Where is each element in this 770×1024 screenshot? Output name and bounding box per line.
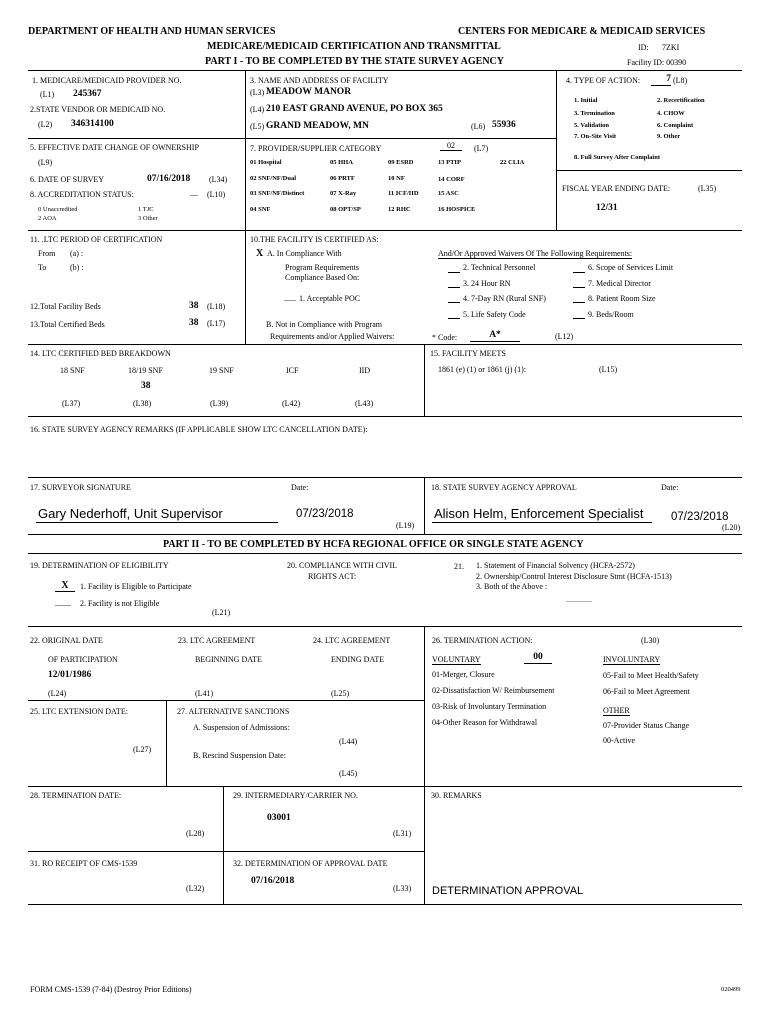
voluntary-reason: 02-Dissatisfaction W/ Reimbursement	[432, 686, 555, 695]
not-compliance-label: B. Not in Compliance with Program	[266, 320, 382, 329]
rule	[28, 553, 742, 554]
code-value: A*	[470, 331, 520, 342]
l25-code: (L25)	[331, 689, 350, 698]
part1-title: PART I - TO BE COMPLETED BY THE STATE SURVEY AGENCY	[205, 56, 504, 67]
involuntary-label: INVOLUNTARY	[603, 655, 661, 664]
rule	[245, 70, 246, 230]
category-item: 11 ICF/IID	[388, 190, 419, 197]
type-of-action-label: 4. TYPE OF ACTION:	[566, 76, 641, 85]
rule	[424, 344, 425, 416]
surveyor-signature-label: 17. SURVEYOR SIGNATURE	[30, 483, 131, 492]
other-label: OTHER	[603, 706, 630, 715]
total-certified-beds-label: 13.Total Certified Beds	[30, 320, 105, 329]
waiver-item: 3. 24 Hour RN	[463, 279, 511, 288]
action-option: 9. Other	[657, 133, 681, 140]
l8-code: (L8)	[673, 76, 688, 85]
bed-col: 18/19 SNF	[128, 366, 163, 375]
item21-opt: 2. Ownership/Control Interest Disclosure Stmt (HCFA-1513)	[476, 572, 672, 581]
civil-rights-label: 20. COMPLIANCE WITH CIVIL	[287, 561, 398, 570]
bed-code: (L37)	[62, 399, 81, 408]
waiver-item: 4. 7-Day RN (Rural SNF)	[463, 294, 546, 303]
provider-no-value: 245367	[73, 89, 102, 99]
to-b: (b) :	[70, 263, 84, 272]
fiscal-year-value: 12/31	[596, 203, 618, 213]
category-item: 07 X-Ray	[330, 190, 357, 197]
l32-code: (L32)	[186, 884, 205, 893]
applied-waivers-label: Requirements and/or Applied Waivers:	[270, 332, 395, 341]
rule	[28, 786, 742, 787]
fiscal-year-label: FISCAL YEAR ENDING DATE:	[562, 184, 671, 193]
certified-as-label: 10.THE FACILITY IS CERTIFIED AS:	[250, 235, 379, 244]
action-option: 6. Complaint	[657, 122, 694, 129]
change-ownership-label: 5. EFFECTIVE DATE CHANGE OF OWNERSHIP	[30, 143, 199, 152]
remarks-30-value: DETERMINATION APPROVAL	[432, 885, 584, 897]
ltc-extension-label: 25. LTC EXTENSION DATE:	[30, 707, 128, 716]
signature-line	[36, 522, 278, 523]
l18-code: (L18)	[207, 302, 226, 311]
l27-code: (L27)	[133, 745, 152, 754]
category-item: 14 CORF	[438, 176, 465, 183]
eligible-label: 1. Facility is Eligible to Participate	[80, 582, 192, 591]
involuntary-reason: 06-Fail to Meet Agreement	[603, 687, 690, 696]
l12-code: (L12)	[555, 332, 574, 341]
surveyor-date: 07/23/2018	[296, 508, 354, 520]
rule	[28, 416, 742, 417]
remarks-30-label: 30. REMARKS	[431, 791, 482, 800]
termination-date-label: 28. TERMINATION DATE:	[30, 791, 122, 800]
approval-date-label: 32. DETERMINATION OF APPROVAL DATE	[233, 859, 388, 868]
rule	[28, 477, 742, 478]
form-number: FORM CMS-1539 (7-84) (Destroy Prior Editions)	[30, 985, 192, 994]
signature-line	[432, 522, 652, 523]
category-item: 22 CLIA	[500, 159, 525, 166]
facility-city-value: GRAND MEADOW, MN	[266, 121, 369, 131]
from-a: (a) :	[70, 249, 84, 258]
ltc-agreement-end-label: 24. LTC AGREEMENT	[313, 636, 391, 645]
action-option: 7. On-Site Visit	[574, 133, 617, 140]
code-label: * Code:	[432, 333, 458, 342]
date-of-survey-value: 07/16/2018	[147, 174, 191, 184]
program-req-label: Program Requirements	[285, 263, 359, 272]
waiver-blank	[573, 302, 585, 303]
category-item: 02 SNF/NF/Dual	[250, 175, 297, 182]
l41-code: (L41)	[195, 689, 214, 698]
bed-code: (L39)	[210, 399, 229, 408]
alt-sanctions-label: 27. ALTERNATIVE SANCTIONS	[177, 707, 290, 716]
surveyor-signature: Gary Nederhoff, Unit Supervisor	[38, 506, 223, 521]
rule	[424, 477, 425, 534]
form-title: MEDICARE/MEDICAID CERTIFICATION AND TRANSMITTAL	[207, 41, 501, 52]
l45-code: (L45)	[339, 769, 358, 778]
provider-category-label: 7. PROVIDER/SUPPLIER CATEGORY	[250, 144, 382, 153]
l33-code: (L33)	[393, 884, 412, 893]
state-approval-label: 18. STATE SURVEY AGENCY APPROVAL	[431, 483, 577, 492]
provider-category-value: 02	[440, 142, 462, 151]
item21-num: 21.	[454, 562, 464, 571]
waiver-blank	[448, 318, 460, 319]
category-item: 15 ASC	[438, 190, 459, 197]
from-label: From	[38, 249, 56, 258]
termination-action-label: 26. TERMINATION ACTION:	[432, 636, 533, 645]
type-of-action-value: 7	[651, 75, 671, 86]
accreditation-option: 0 Unaccredited	[38, 206, 78, 213]
action-option: 3. Termination	[574, 110, 615, 117]
facility-meets-text: 1861 (e) (1) or 1861 (j) (1):	[438, 365, 526, 374]
rule	[28, 626, 742, 627]
waiver-blank	[448, 302, 460, 303]
rule	[223, 786, 224, 904]
l7-code: (L7)	[474, 144, 489, 153]
l3-code: (L3)	[250, 88, 265, 97]
waiver-blank	[448, 287, 460, 288]
acceptable-poc-label: 1. Acceptable POC	[299, 294, 361, 303]
voluntary-reason: 04-Other Reason for Withdrawal	[432, 718, 538, 727]
l15-code: (L15)	[599, 365, 618, 374]
rule	[166, 700, 167, 786]
voluntary-value: 00	[524, 653, 552, 664]
cms-heading: CENTERS FOR MEDICARE & MEDICAID SERVICES	[458, 26, 706, 37]
rule	[424, 626, 425, 786]
participation-label: OF PARTICIPATION	[48, 655, 118, 664]
bed-col: ICF	[286, 366, 299, 375]
item21-blank: ________	[566, 596, 592, 603]
id-value: 7ZKI	[662, 43, 680, 52]
approval-date-value: 07/16/2018	[251, 876, 295, 886]
waiver-item: 9. Beds/Room	[588, 310, 634, 319]
accreditation-option: 2 AOA	[38, 215, 57, 222]
vendor-no-value: 346314100	[71, 119, 114, 129]
ltc-agreement-begin-label: 23. LTC AGREEMENT	[178, 636, 256, 645]
waiver-blank	[573, 287, 585, 288]
intermediary-value: 03001	[267, 813, 291, 823]
ending-date-label: ENDING DATE	[331, 655, 385, 664]
footer-code: 020499	[721, 986, 741, 993]
category-item: 06 PRTF	[330, 175, 355, 182]
l1-code: (L1)	[40, 90, 55, 99]
state-approval-date-label: Date:	[661, 483, 679, 492]
l21-code: (L21)	[212, 608, 231, 617]
not-eligible-mark: ____	[55, 598, 71, 607]
original-date-label: 22. ORIGINAL DATE	[30, 636, 103, 645]
other-reason: 00-Active	[603, 736, 635, 745]
rescind-label: B. Rescind Suspension Date:	[193, 751, 286, 760]
l31-code: (L31)	[393, 829, 412, 838]
beginning-date-label: BEGINNING DATE	[195, 655, 262, 664]
to-label: To	[38, 263, 47, 272]
bed-code: (L42)	[282, 399, 301, 408]
category-item: 08 OPT/SP	[330, 206, 361, 213]
l30-code: (L30)	[641, 636, 660, 645]
department-heading: DEPARTMENT OF HEALTH AND HUMAN SERVICES	[28, 26, 276, 37]
action-option: 1. Initial	[574, 97, 598, 104]
rule	[556, 70, 557, 230]
l9-code: (L9)	[38, 158, 53, 167]
category-item: 12 RHC	[388, 206, 411, 213]
bed-breakdown-label: 14. LTC CERTIFIED BED BREAKDOWN	[30, 349, 171, 358]
total-facility-beds-label: 12.Total Facility Beds	[30, 302, 101, 311]
not-eligible-label: 2. Facility is not Eligible	[80, 599, 160, 608]
waiver-blank	[448, 272, 460, 273]
accreditation-option: 3 Other	[138, 215, 158, 222]
l10-code: (L10)	[207, 190, 226, 199]
state-approval-signature: Alison Helm, Enforcement Specialist	[434, 506, 644, 521]
accreditation-value: __	[190, 188, 198, 197]
facility-meets-label: 15. FACILITY MEETS	[430, 349, 506, 358]
id-label: ID:	[638, 43, 649, 52]
waiver-item: 5. Life Safety Code	[463, 310, 526, 319]
rule	[28, 344, 742, 345]
category-item: 05 HHA	[330, 159, 353, 166]
other-reason: 07-Provider Status Change	[603, 721, 690, 730]
eligibility-label: 19. DETERMINATION OF ELIGIBILITY	[30, 561, 169, 570]
voluntary-label: VOLUNTARY	[432, 655, 481, 664]
category-item: 13 PTIP	[438, 159, 461, 166]
vendor-no-label: 2.STATE VENDOR OR MEDICAID NO.	[30, 105, 166, 114]
l19-code: (L19)	[396, 521, 415, 530]
category-item: 03 SNF/NF/Distinct	[250, 190, 305, 197]
total-certified-beds-value: 38	[189, 318, 199, 328]
action-option: 4. CHOW	[657, 110, 685, 117]
item21-opt: 3. Both of the Above :	[476, 582, 548, 591]
l17-code: (L17)	[207, 319, 226, 328]
poc-mark: ___	[284, 293, 296, 302]
rule	[28, 70, 742, 71]
category-item: 09 ESRD	[388, 159, 414, 166]
rule	[28, 904, 742, 905]
facility-name-label: 3. NAME AND ADDRESS OF FACILITY	[250, 76, 389, 85]
voluntary-reason: 01-Merger, Closure	[432, 670, 495, 679]
bed-code: (L38)	[133, 399, 152, 408]
ro-receipt-label: 31. RO RECEIPT OF CMS-1539	[30, 859, 138, 868]
rule	[28, 700, 424, 701]
remarks-label: 16. STATE SURVEY AGENCY REMARKS (IF APPLICABLE SHOW LTC CANCELLATION DATE):	[30, 425, 368, 434]
original-date-value: 12/01/1986	[48, 670, 92, 680]
l20-code: (L20)	[722, 523, 741, 532]
intermediary-label: 29. INTERMEDIARY/CARRIER NO.	[233, 791, 358, 800]
item21-opt: 1. Statement of Financial Solvency (HCFA-2572)	[476, 561, 635, 570]
rule	[424, 786, 425, 904]
rule	[28, 138, 556, 139]
category-item: 16 HOSPICE	[438, 206, 476, 213]
facility-id: Facility ID: 00390	[627, 58, 687, 67]
bed-col: 18 SNF	[60, 366, 85, 375]
category-item: 01 Hospital	[250, 159, 282, 166]
l24-code: (L24)	[48, 689, 67, 698]
rule	[28, 851, 424, 852]
action-option: 2. Recertification	[657, 97, 705, 104]
bed-value: 38	[141, 381, 151, 391]
bed-code: (L43)	[355, 399, 374, 408]
accreditation-label: 8. ACCREDITATION STATUS:	[30, 190, 134, 199]
action-option: 5. Validation	[574, 122, 610, 129]
l4-code: (L4)	[250, 105, 265, 114]
provider-no-label: 1. MEDICARE/MEDICAID PROVIDER NO.	[32, 76, 182, 85]
facility-address-value: 210 EAST GRAND AVENUE, PO BOX 365	[266, 104, 443, 114]
accreditation-option: 1 TJC	[138, 206, 154, 213]
bed-col: 19 SNF	[209, 366, 234, 375]
waiver-item: 7. Medical Director	[588, 279, 651, 288]
eligible-mark: X	[55, 581, 75, 592]
action-option: 8. Full Survey After Complaint	[574, 154, 661, 161]
l34-code: (L34)	[209, 175, 228, 184]
rule	[245, 230, 246, 344]
category-item: 10 NF	[388, 175, 405, 182]
bed-col: IID	[359, 366, 371, 375]
part2-title: PART II - TO BE COMPLETED BY HCFA REGIONAL OFFICE OR SINGLE STATE AGENCY	[163, 539, 584, 550]
compliance-mark: X	[256, 248, 264, 259]
rule	[556, 170, 742, 171]
l2-code: (L2)	[38, 120, 53, 129]
rule	[28, 534, 742, 535]
surveyor-date-label: Date:	[291, 483, 309, 492]
l28-code: (L28)	[186, 829, 205, 838]
total-facility-beds-value: 38	[189, 301, 199, 311]
waiver-item: 6. Scope of Services Limit	[588, 263, 674, 272]
date-of-survey-label: 6. DATE OF SURVEY	[30, 175, 105, 184]
voluntary-reason: 03-Risk of Involuntary Termination	[432, 702, 547, 711]
l35-code: (L35)	[698, 184, 717, 193]
state-approval-date: 07/23/2018	[671, 511, 729, 523]
rule	[28, 230, 742, 231]
facility-zip-value: 55936	[492, 120, 516, 130]
waiver-item: 8. Patient Room Size	[588, 294, 656, 303]
l6-code: (L6)	[471, 122, 486, 131]
waiver-blank	[573, 318, 585, 319]
l5-code: (L5)	[250, 122, 265, 131]
waivers-title: And/Or Approved Waivers Of The Following Requirements:	[438, 249, 633, 258]
facility-name-value: MEADOW MANOR	[266, 87, 352, 97]
l44-code: (L44)	[339, 737, 358, 746]
compliance-a-label: A. In Compliance With	[267, 249, 342, 258]
compliance-based-label: Compliance Based On:	[285, 273, 360, 282]
involuntary-reason: 05-Fail to Meet Health/Safety	[603, 671, 699, 680]
ltc-period-label: 11. .LTC PERIOD OF CERTIFICATION	[30, 235, 163, 244]
category-item: 04 SNF	[250, 206, 271, 213]
suspension-label: A. Suspension of Admissions:	[193, 723, 290, 732]
waiver-blank	[573, 272, 585, 273]
civil-rights-label-2: RIGHTS ACT:	[308, 572, 357, 581]
waiver-item: 2. Technical Personnel	[463, 263, 536, 272]
